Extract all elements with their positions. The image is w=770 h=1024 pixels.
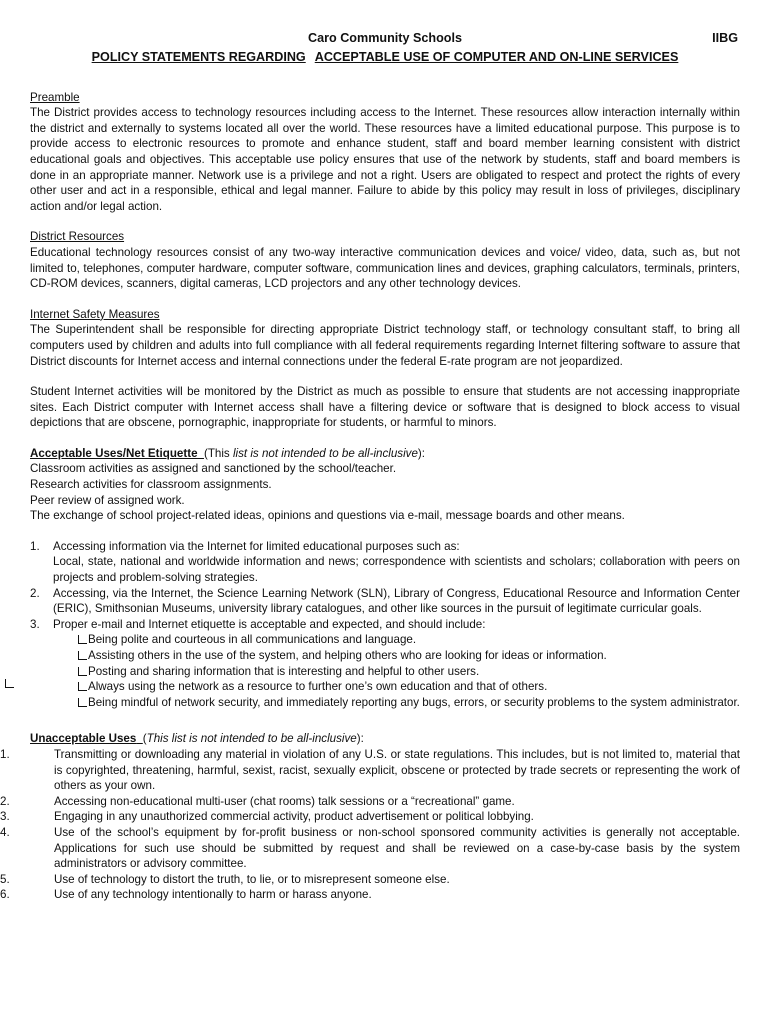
policy-title bbox=[30, 50, 740, 66]
etiquette-item: Assisting others in the use of the system, and helping others who are looking for ideas or information. bbox=[78, 648, 740, 664]
list-item bbox=[0, 794, 740, 810]
resources-text: Educational technology resources consist of any two-way interactive communication devices and voice/ video, data, such as, but not limited to, telephones, computer hardware, computer software, communication lines and devices, graphing calculators, terminals, printers, CD-ROM devices, scanners, digital cameras, LCD projectors and any other technology devices. bbox=[30, 245, 740, 291]
preamble-text: The District provides access to technology resources including access to the Internet. These resources allow interaction internally within the district and externally to systems located all over the world. These resources have a limited educational purpose. This purpose is to provide access to electronic resources to promote and enhance student, staff and board member learning consistent with district educational goals and objectives. This acceptable use policy ensures that use of the network by students, staff and board members is done in an appropriate manner. Network use is a privilege and not a right. Users are obligated to respect and protect the rights of every other user and act in a responsible, ethical and legal manner. Failure to abide by this policy may result in loss of privileges, disciplinary action and/or legal action. bbox=[30, 106, 740, 213]
item-text: Use of technology to distort the truth, to lie, or to misrepresent someone else. bbox=[54, 872, 450, 886]
item-number: 3. bbox=[30, 617, 40, 631]
acceptable-list bbox=[30, 539, 740, 711]
preamble-title: Preamble bbox=[30, 90, 80, 104]
list-item bbox=[0, 872, 740, 888]
checkbox-glyph-icon bbox=[78, 651, 87, 660]
unacceptable-heading bbox=[30, 731, 740, 747]
unacceptable-section bbox=[0, 731, 740, 903]
item-number: 3. bbox=[0, 810, 10, 824]
list-item bbox=[30, 617, 740, 711]
policy-document bbox=[0, 31, 740, 903]
list-item bbox=[0, 825, 740, 872]
list-item bbox=[0, 887, 740, 903]
acceptable-paren-close: ): bbox=[417, 446, 426, 460]
safety-section bbox=[30, 307, 740, 431]
item-subtext: Local, state, national and worldwide information and news; correspondence with scientists and scholars; collaboration with peers on projects and problem-solving strategies. bbox=[53, 555, 740, 585]
resources-section bbox=[30, 229, 740, 291]
item-number: 6. bbox=[0, 888, 10, 902]
item-number: 2. bbox=[0, 794, 10, 808]
unacceptable-paren-italic: This list is not intended to be all-inclusive bbox=[146, 732, 357, 746]
safety-text-2: Student Internet activities will be monitored by the District as much as possible to ensure that students are not accessing inappropriate sites. Each District computer with Internet access shall have a filtering device or software that is designed to block access to visual depictions that are obscene, pornographic, inappropriate for students, or harmful to minors. bbox=[30, 385, 740, 430]
item-text: Transmitting or downloading any material in violation of any U.S. or state regulations. This includes, but is not limited to, material that is copyrighted, threatening, harmful, sexist, racist, sexually explicit, obscene or protected by trade secrets or representing the work of others as your own. bbox=[54, 747, 740, 793]
etiquette-item: Posting and sharing information that is interesting and helpful to other users. bbox=[78, 664, 740, 680]
etiquette-item: Being polite and courteous in all communications and language. bbox=[78, 632, 740, 648]
document-header bbox=[30, 31, 740, 47]
etiquette-list bbox=[53, 632, 740, 710]
item-text: Engaging in any unauthorized commercial activity, product advertisement or political lobbying. bbox=[54, 810, 534, 824]
acceptable-section bbox=[30, 446, 740, 711]
unacceptable-paren-open: ( bbox=[142, 732, 147, 746]
acceptable-line: Classroom activities as assigned and sanctioned by the school/teacher. bbox=[30, 462, 397, 476]
etiquette-item: Being mindful of network security, and immediately reporting any bugs, errors, or security problems to the system administrator. bbox=[78, 695, 740, 711]
safety-text-1: The Superintendent shall be responsible for directing appropriate District technology staff, or technology consultant staff, to bring all computers used by children and adults into full compliance with all federal requirements regarding Internet filtering software to assure that District discounts for Internet access and internal connections under the federal E-rate program are not jeopardized. bbox=[30, 323, 740, 368]
acceptable-paren-open: (This bbox=[203, 446, 233, 460]
item-number: 2. bbox=[30, 586, 40, 600]
stray-box-icon bbox=[5, 679, 14, 688]
policy-code: IIBG bbox=[712, 31, 738, 45]
item-text: Accessing, via the Internet, the Science Learning Network (SLN), Library of Congress, Educational Resource and Information Center (ERIC), Smithsonian Museums, university library catalogues, and other like sources in the pursuit of legitimate curricular goals. bbox=[53, 586, 740, 616]
acceptable-line: Peer review of assigned work. bbox=[30, 493, 185, 507]
list-item bbox=[0, 809, 740, 825]
item-text: Accessing non-educational multi-user (chat rooms) talk sessions or a “recreational” game. bbox=[54, 794, 515, 808]
item-text: Use of the school’s equipment by for-profit business or non-school sponsored community activities is generally not acceptable. Applications for such use should be submitted by request and shall be reviewed on a case-by-case basis by the system administrators or advisory committee. bbox=[54, 825, 740, 871]
list-item bbox=[0, 747, 740, 794]
item-number: 5. bbox=[0, 872, 10, 886]
safety-title: Internet Safety Measures bbox=[30, 307, 160, 321]
policy-title-right: ACCEPTABLE USE OF COMPUTER AND ON-LINE SERVICES bbox=[314, 50, 679, 64]
acceptable-line: Research activities for classroom assignments. bbox=[30, 478, 272, 492]
item-text: Accessing information via the Internet for limited educational purposes such as: bbox=[53, 539, 460, 553]
item-number: 1. bbox=[0, 747, 10, 761]
acceptable-title: Acceptable Uses/Net Etiquette bbox=[30, 446, 198, 460]
checkbox-glyph-icon bbox=[78, 635, 87, 644]
list-item bbox=[30, 586, 740, 617]
unacceptable-title: Unacceptable Uses bbox=[30, 732, 137, 746]
checkbox-glyph-icon bbox=[78, 698, 87, 707]
list-item bbox=[30, 539, 740, 586]
acceptable-paren-italic: list is not intended to be all-inclusive bbox=[232, 446, 418, 460]
preamble-section bbox=[30, 90, 740, 215]
unacceptable-list bbox=[0, 747, 740, 903]
school-name: Caro Community Schools bbox=[308, 31, 462, 45]
item-text: Proper e-mail and Internet etiquette is acceptable and expected, and should include: bbox=[53, 617, 486, 631]
acceptable-line: The exchange of school project-related ideas, opinions and questions via e-mail, message boards and other means. bbox=[30, 509, 625, 523]
etiquette-item: Always using the network as a resource to further one’s own education and that of others. bbox=[78, 679, 740, 695]
unacceptable-paren-close: ): bbox=[356, 732, 364, 746]
checkbox-glyph-icon bbox=[78, 667, 87, 676]
acceptable-heading bbox=[30, 446, 740, 462]
item-number: 4. bbox=[0, 825, 10, 839]
policy-title-left: POLICY STATEMENTS REGARDING bbox=[91, 50, 306, 64]
item-number: 1. bbox=[30, 539, 40, 553]
resources-title: District Resources bbox=[30, 230, 125, 244]
checkbox-glyph-icon bbox=[78, 682, 87, 691]
item-text: Use of any technology intentionally to harm or harass anyone. bbox=[54, 888, 372, 902]
